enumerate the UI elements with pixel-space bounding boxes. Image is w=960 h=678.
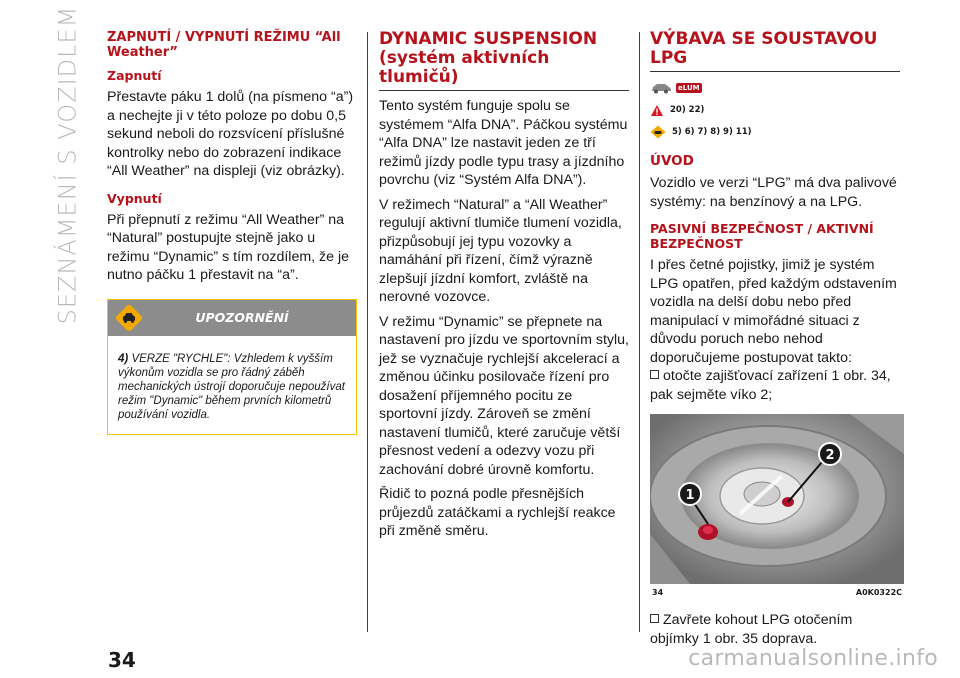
reference-numbers: 20) 22) <box>670 105 705 115</box>
switch-off-subheading: Vypnutí <box>107 190 162 206</box>
version-icons <box>650 80 900 96</box>
step-item <box>650 611 900 648</box>
section-sidebar <box>44 5 90 325</box>
warning-title: UPOZORNĚNÍ <box>195 309 289 325</box>
switch-on-subheading: Zapnutí <box>107 68 162 83</box>
switch-off-text: Při přepnutí z režimu “All Weather” na “Natural” postupujte stejně jako u režimu “Dynamic” s tím rozdílem, že je nutno páčku 1 přestavit na “a”. <box>107 211 350 283</box>
column-divider-1 <box>367 32 368 632</box>
reference-row-b <box>650 124 900 140</box>
section-title: SEZNÁMENÍ S VOZIDLEM <box>53 5 82 325</box>
reference-numbers: 5) 6) 7) 8) 9) 11) <box>672 127 752 137</box>
figure-code: A0K0322C <box>855 588 902 597</box>
safety-subheading: PASIVNÍ BEZPEČNOST / AKTIVNÍ BEZPEČNOST <box>650 221 874 251</box>
paragraph: V režimech “Natural” a “All Weather” regulují aktivní tlumiče tlumení vozidla, přizpůsobují jej typu vozovky a namáhání při řízení, čímž výrazně zlepšují jízdní komfort, zvláště na nerovné vozovce. <box>379 196 622 305</box>
callout-2: 2 <box>825 448 835 463</box>
warning-box <box>107 299 357 435</box>
intro-subheading: ÚVOD <box>650 153 694 169</box>
callout-1: 1 <box>685 488 695 503</box>
lpg-heading: VÝBAVA SE SOUSTAVOU LPG <box>650 30 900 72</box>
column-lpg <box>650 30 900 654</box>
switch-on-text: Přestavte páku 1 dolů (na písmeno “a”) a nechejte ji v této poloze po dobu 0,5 sekund neboli do rozsvícení příslušné kontrolky nebo do zobrazení indikace “All Weather” na displeji (viz obrázky). <box>107 89 354 179</box>
step-item <box>650 367 900 404</box>
step-text: otočte zajišťovací zařízení 1 obr. 34, pak sejměte víko 2; <box>650 368 891 403</box>
warning-text: VERZE "RYCHLE": Vzhledem k vyšším výkonům vozidla se pro řádný záběh mechanických ústrojí doporučuje nepoužívat režim "Dynamic" během prvních kilometrů používání vozidla. <box>118 352 345 421</box>
reference-row-a <box>650 102 900 118</box>
column-divider-2 <box>639 32 640 632</box>
warning-body <box>108 336 356 434</box>
intro-text: Vozidlo ve verzi “LPG” má dva palivové systémy: na benzínový a na LPG. <box>650 175 897 210</box>
page-number: 34 <box>108 648 136 672</box>
car-icon <box>650 82 672 94</box>
paragraph: Řidič to pozná podle přesnějších průjezdů zatáčkami a rychlejší reakce při změně směru. <box>379 486 616 539</box>
figure-number: 34 <box>652 588 664 597</box>
dynamic-suspension-heading: DYNAMIC SUSPENSION (systém aktivních tlumičů) <box>379 30 629 91</box>
car-warning-icon <box>650 125 666 139</box>
step-text: Zavřete kohout LPG otočením objímky 1 obr. 35 doprava. <box>650 612 853 647</box>
bullet-square-icon <box>650 370 659 379</box>
lpg-valve-photo <box>650 414 904 584</box>
safety-text: I přes četné pojistky, jimiž je systém LPG opatřen, před každým odstavením vozidla na delší dobu nebo před manipulací v mimořádné situaci z důvodu poruch nebo nehod doporučujeme postupovat takto: <box>650 257 897 366</box>
warning-header <box>108 300 356 336</box>
danger-triangle-icon <box>650 104 664 117</box>
paragraph: V režimu “Dynamic” se přepnete na nastavení pro jízdu ve sportovním stylu, jež se vyznačuje rychlejší akcelerací a změnou účinku posilovače řízení pro dosažení příjemného pocitu ze sportovní jízdy. Zároveň se změní nastavení tlumičů, které zaručuje větší přesnost vedení a odezvy vozu při zachování dobré úrovně komfortu. <box>379 313 629 478</box>
figure-caption <box>652 588 902 597</box>
elum-badge: eLUM <box>678 84 700 92</box>
all-weather-heading: ZAPNUTÍ / VYPNUTÍ REŽIMU “All Weather” <box>107 30 341 60</box>
column-dynamic-suspension <box>379 30 629 547</box>
watermark: carmanualsonline.info <box>688 646 938 671</box>
warning-number: 4) <box>118 352 129 365</box>
column-all-weather <box>107 30 357 435</box>
spare-wheel-well-image <box>650 414 904 584</box>
bullet-square-icon <box>650 614 659 623</box>
paragraph: Tento systém funguje spolu se systémem “Alfa DNA”. Páčkou systému “Alfa DNA” lze nastavit jeden ze tří režimů jízdy podle typu trasy a jízdního povrchu (viz “Systém Alfa DNA”). <box>379 98 628 188</box>
